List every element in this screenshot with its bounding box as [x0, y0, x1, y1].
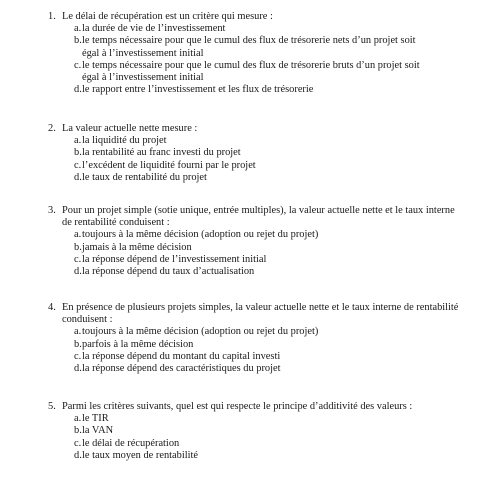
options-list — [62, 229, 462, 278]
question-number: 3. — [48, 205, 56, 216]
option-letter: d. — [74, 363, 82, 375]
question-4 — [48, 302, 462, 375]
option-letter: a. — [74, 23, 82, 35]
option-letter: b. — [74, 35, 82, 47]
question-number: 2. — [48, 123, 56, 134]
option-b — [64, 242, 462, 254]
option-d — [64, 172, 462, 184]
option-letter: c. — [74, 59, 82, 71]
option-d — [64, 84, 462, 96]
option-text: le délai de récupération — [82, 437, 180, 449]
option-letter: a. — [74, 135, 82, 147]
option-a — [64, 413, 462, 425]
question-text: Pour un projet simple (sotie unique, entrée multiples), la valeur actuelle nette et le taux interne de rentabilité conduisent : — [62, 205, 455, 229]
option-letter: d. — [74, 266, 82, 278]
option-text: la réponse dépend des caractéristiques du projet — [82, 363, 281, 375]
option-a — [64, 229, 462, 241]
option-letter: d. — [74, 171, 82, 183]
question-text: La valeur actuelle nette mesure : — [62, 123, 198, 134]
question-number: 1. — [48, 11, 56, 22]
option-c — [64, 160, 462, 172]
option-text: le TIR — [82, 413, 109, 425]
options-list — [62, 413, 462, 462]
option-letter: c. — [74, 253, 82, 265]
option-letter: a. — [74, 326, 82, 338]
option-b — [64, 425, 462, 437]
option-text: toujours à la même décision (adoption ou rejet du projet) — [82, 229, 319, 241]
option-text: toujours à la même décision (adoption ou rejet du projet) — [82, 326, 319, 338]
option-b — [64, 35, 462, 59]
option-text: le temps nécessaire pour que le cumul des flux de trésorerie nets d’un projet soit égal à l’investissement initial — [82, 35, 416, 59]
question-number: 4. — [48, 302, 56, 313]
option-text: la réponse dépend du taux d’actualisation — [82, 266, 255, 278]
option-b — [64, 147, 462, 159]
question-1 — [48, 11, 462, 96]
option-letter: d. — [74, 449, 82, 461]
option-text: le temps nécessaire pour que le cumul des flux de trésorerie bruts d’un projet soit égal à l’investissement initial — [82, 59, 420, 84]
option-letter: c. — [74, 350, 82, 362]
option-letter: c. — [74, 159, 82, 171]
question-text: En présence de plusieurs projets simples, la valeur actuelle nette et le taux interne de rentabilité conduisent : — [62, 302, 459, 326]
question-text: Parmi les critères suivants, quel est qui respecte le principe d’additivité des valeurs : — [62, 401, 413, 412]
option-letter: c. — [74, 437, 82, 449]
question-2 — [48, 123, 462, 184]
option-text: la rentabilité au franc investi du projet — [82, 147, 241, 159]
option-letter: a. — [74, 229, 82, 241]
option-text: la réponse dépend de l’investissement initial — [82, 253, 267, 265]
question-3 — [48, 205, 462, 278]
option-text: la réponse dépend du montant du capital investi — [82, 350, 281, 362]
option-d — [64, 363, 462, 375]
option-letter: b. — [74, 147, 82, 159]
option-letter: b. — [74, 425, 82, 437]
option-text: le taux moyen de rentabilité — [82, 449, 198, 461]
option-text: jamais à la même décision — [82, 241, 192, 253]
options-list — [62, 135, 462, 184]
option-a — [64, 135, 462, 147]
option-letter: b. — [74, 241, 82, 253]
option-letter: d. — [74, 84, 82, 96]
question-5 — [48, 401, 462, 462]
option-a — [64, 23, 462, 35]
option-letter: b. — [74, 338, 82, 350]
option-c — [64, 438, 462, 450]
option-c — [64, 254, 462, 266]
option-letter: a. — [74, 413, 82, 425]
question-text: Le délai de récupération est un critère qui mesure : — [62, 11, 273, 22]
option-c — [64, 60, 462, 84]
option-text: le rapport entre l’investissement et les flux de trésorerie — [82, 84, 314, 96]
option-text: parfois à la même décision — [82, 338, 194, 350]
question-number: 5. — [48, 401, 56, 412]
option-text: la durée de vie de l’investissement — [82, 23, 226, 35]
option-c — [64, 351, 462, 363]
option-d — [64, 266, 462, 278]
options-list — [62, 326, 462, 375]
option-text: l’excédent de liquidité fourni par le projet — [82, 159, 256, 171]
options-list — [62, 23, 462, 96]
option-d — [64, 450, 462, 462]
option-text: la liquidité du projet — [82, 135, 167, 147]
option-b — [64, 339, 462, 351]
option-text: la VAN — [82, 425, 114, 437]
option-a — [64, 326, 462, 338]
option-text: le taux de rentabilité du projet — [82, 171, 207, 183]
